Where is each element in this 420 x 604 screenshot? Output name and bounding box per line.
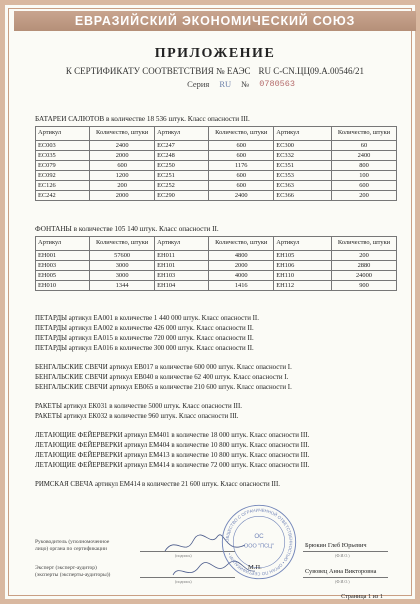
- certificate-subtitle: [5, 66, 420, 76]
- serial-label: Серия: [187, 79, 210, 89]
- quantity-cell: 1176: [209, 161, 274, 171]
- table-row: [36, 161, 397, 171]
- quantity-cell: 600: [209, 141, 274, 151]
- petards-line-3: ПЕТАРДЫ артикул ЕА015 в количестве 720 000 штук. Класс опасности II.: [35, 335, 254, 342]
- quantity-cell: 1416: [209, 281, 274, 291]
- fio-caption: (Ф.И.О.): [335, 553, 350, 558]
- certificate-number: RU С-CN.ЦЦ09.А.00546/21: [258, 66, 365, 76]
- article-cell: ЕН101: [155, 261, 209, 271]
- table-row: [36, 171, 397, 181]
- roman-candle-line: РИМСКАЯ СВЕЧА артикул ЕМ414 в количестве 21 600 штук. Класс опасности III.: [35, 481, 280, 488]
- article-cell: ЕС003: [36, 141, 90, 151]
- quantity-cell: 2400: [209, 191, 274, 201]
- quantity-cell: 200: [331, 191, 396, 201]
- article-cell: ЕС332: [274, 151, 332, 161]
- quantity-cell: 24000: [331, 271, 396, 281]
- expert-label: Эксперт (эксперт-аудитор) (эксперты (эксперты-аудиторы)): [35, 565, 111, 578]
- article-cell: ЕС247: [155, 141, 209, 151]
- flying-line-3: ЛЕТАЮЩИЕ ФЕЙЕРВЕРКИ артикул ЕМ413 в количестве 10 800 штук. Класс опасности III.: [35, 452, 310, 459]
- quantity-cell: 600: [331, 181, 396, 191]
- head-name: Брюкин Глеб Юрьевич: [305, 542, 367, 549]
- column-header: Артикул: [274, 237, 332, 251]
- article-cell: ЕН010: [36, 281, 90, 291]
- serial-no-label: №: [241, 79, 250, 89]
- article-cell: ЕН011: [155, 251, 209, 261]
- head-label: Руководитель (уполномоченное лицо) органа по сертификации: [35, 539, 110, 552]
- article-cell: ЕС363: [274, 181, 332, 191]
- batteries-table: [35, 126, 397, 201]
- quantity-cell: 2000: [90, 151, 155, 161]
- column-header: Количество, штуки: [331, 237, 396, 251]
- quantity-cell: 800: [331, 161, 396, 171]
- rockets-line-1: РАКЕТЫ артикул ЕК031 в количестве 5000 штук. Класс опасности III.: [35, 403, 242, 410]
- table-row: [36, 141, 397, 151]
- quantity-cell: 4000: [209, 271, 274, 281]
- article-cell: ЕН103: [155, 271, 209, 281]
- quantity-cell: 2400: [90, 141, 155, 151]
- table-row: [36, 181, 397, 191]
- quantity-cell: 1344: [90, 281, 155, 291]
- column-header: Количество, штуки: [90, 127, 155, 141]
- flying-line-1: ЛЕТАЮЩИЕ ФЕЙЕРВЕРКИ артикул ЕМ401 в количестве 18 000 штук. Класс опасности III.: [35, 432, 310, 439]
- table-row: [36, 281, 397, 291]
- subtitle-text: К СЕРТИФИКАТУ СООТВЕТСТВИЯ № ЕАЭС: [65, 66, 251, 76]
- quantity-cell: 2000: [209, 261, 274, 271]
- article-cell: ЕН110: [274, 271, 332, 281]
- quantity-cell: 57600: [90, 251, 155, 261]
- table-row: [36, 271, 397, 281]
- page-title: ПРИЛОЖЕНИЕ: [154, 46, 276, 61]
- candles-line-2: БЕНГАЛЬСКИЕ СВЕЧИ артикул ЕВ040 в количестве 62 400 штук. Класс опасности I.: [35, 374, 289, 381]
- article-cell: ЕН005: [36, 271, 90, 281]
- petards-line-4: ПЕТАРДЫ артикул ЕА016 в количестве 300 000 штук. Класс опасности II.: [35, 345, 254, 352]
- stamp-center-top: ОС: [254, 533, 264, 541]
- flying-line-4: ЛЕТАЮЩИЕ ФЕЙЕРВЕРКИ артикул ЕМ414 в количестве 72 000 штук. Класс опасности III.: [35, 462, 310, 469]
- article-cell: ЕС126: [36, 181, 90, 191]
- article-cell: ЕС366: [274, 191, 332, 201]
- head-name-line: [303, 551, 388, 552]
- quantity-cell: 600: [90, 161, 155, 171]
- article-cell: ЕН105: [274, 251, 332, 261]
- quantity-cell: 200: [90, 181, 155, 191]
- page-number: Страница 1 из 1: [341, 593, 383, 600]
- quantity-cell: 900: [331, 281, 396, 291]
- quantity-cell: 600: [209, 151, 274, 161]
- column-header: Количество, штуки: [209, 237, 274, 251]
- seal-place-label: М.П.: [248, 564, 262, 571]
- quantity-cell: 600: [209, 171, 274, 181]
- article-cell: ЕС251: [155, 171, 209, 181]
- eaeu-banner: ЕВРАЗИЙСКИЙ ЭКОНОМИЧЕСКИЙ СОЮЗ: [14, 11, 416, 31]
- fio-caption: (Ф.И.О.): [335, 579, 350, 584]
- column-header: Количество, штуки: [90, 237, 155, 251]
- article-cell: ЕС252: [155, 181, 209, 191]
- signature-caption: (подпись): [175, 579, 192, 584]
- quantity-cell: 2000: [90, 191, 155, 201]
- article-cell: ЕС300: [274, 141, 332, 151]
- table-row: [36, 191, 397, 201]
- flying-line-2: ЛЕТАЮЩИЕ ФЕЙЕРВЕРКИ артикул ЕМ404 в количестве 10 800 штук. Класс опасности III.: [35, 442, 310, 449]
- column-header: Артикул: [155, 237, 209, 251]
- serial-number: 0780563: [259, 79, 295, 89]
- article-cell: ЕН001: [36, 251, 90, 261]
- quantity-cell: 3000: [90, 261, 155, 271]
- quantity-cell: 4800: [209, 251, 274, 261]
- fountains-table: [35, 236, 397, 291]
- expert-name-line: [303, 577, 388, 578]
- article-cell: ЕН003: [36, 261, 90, 271]
- rockets-line-2: РАКЕТЫ артикул ЕК032 в количестве 960 штук. Класс опасности III.: [35, 413, 239, 420]
- quantity-cell: 1200: [90, 171, 155, 181]
- serial-block: [187, 79, 295, 89]
- column-header: Количество, штуки: [209, 127, 274, 141]
- article-cell: ЕН104: [155, 281, 209, 291]
- petards-line-2: ПЕТАРДЫ артикул ЕА002 в количестве 426 000 штук. Класс опасности II.: [35, 325, 254, 332]
- column-header: Артикул: [155, 127, 209, 141]
- article-cell: ЕН106: [274, 261, 332, 271]
- article-cell: ЕС351: [274, 161, 332, 171]
- quantity-cell: 600: [209, 181, 274, 191]
- article-cell: ЕС079: [36, 161, 90, 171]
- article-cell: ЕС035: [36, 151, 90, 161]
- quantity-cell: 200: [331, 251, 396, 261]
- column-header: Артикул: [36, 127, 90, 141]
- table-header-row: [36, 127, 397, 141]
- article-cell: ЕС353: [274, 171, 332, 181]
- column-header: Количество, штуки: [331, 127, 396, 141]
- article-cell: ЕН112: [274, 281, 332, 291]
- table-row: [36, 261, 397, 271]
- petards-line-1: ПЕТАРДЫ артикул ЕА001 в количестве 1 440 000 штук. Класс опасности II.: [35, 315, 259, 322]
- quantity-cell: 100: [331, 171, 396, 181]
- table-row: [36, 151, 397, 161]
- batteries-caption: БАТАРЕИ САЛЮТОВ в количестве 18 536 штук. Класс опасности III.: [35, 115, 250, 123]
- table-header-row: [36, 237, 397, 251]
- column-header: Артикул: [36, 237, 90, 251]
- expert-name: Сувовец Анна Викторовна: [305, 568, 377, 575]
- article-cell: ЕС290: [155, 191, 209, 201]
- table-row: [36, 251, 397, 261]
- stamp-ring-text: ОБЩЕСТВО С ОГРАНИЧЕННОЙ ОТВЕТСТВЕННОСТЬЮ • ОРГАН ПО СЕРТИФИКАЦИИ •: [224, 507, 294, 577]
- quantity-cell: 3000: [90, 271, 155, 281]
- article-cell: ЕС092: [36, 171, 90, 181]
- quantity-cell: 2400: [331, 151, 396, 161]
- quantity-cell: 60: [331, 141, 396, 151]
- serial-series: RU: [219, 79, 232, 89]
- candles-line-1: БЕНГАЛЬСКИЕ СВЕЧИ артикул ЕВ017 в количестве 600 000 штук. Класс опасности I.: [35, 364, 292, 371]
- stamp-center-name: ООО "ПСЦ": [243, 543, 275, 550]
- quantity-cell: 2880: [331, 261, 396, 271]
- article-cell: ЕС248: [155, 151, 209, 161]
- column-header: Артикул: [274, 127, 332, 141]
- article-cell: ЕС250: [155, 161, 209, 171]
- article-cell: ЕС242: [36, 191, 90, 201]
- candles-line-3: БЕНГАЛЬСКИЕ СВЕЧИ артикул ЕВ065 в количестве 210 600 штук. Класс опасности I.: [35, 384, 292, 391]
- signature-caption: (подпись): [175, 553, 192, 558]
- fountains-caption: ФОНТАНЫ в количестве 105 140 штук. Класс опасности II.: [35, 225, 219, 233]
